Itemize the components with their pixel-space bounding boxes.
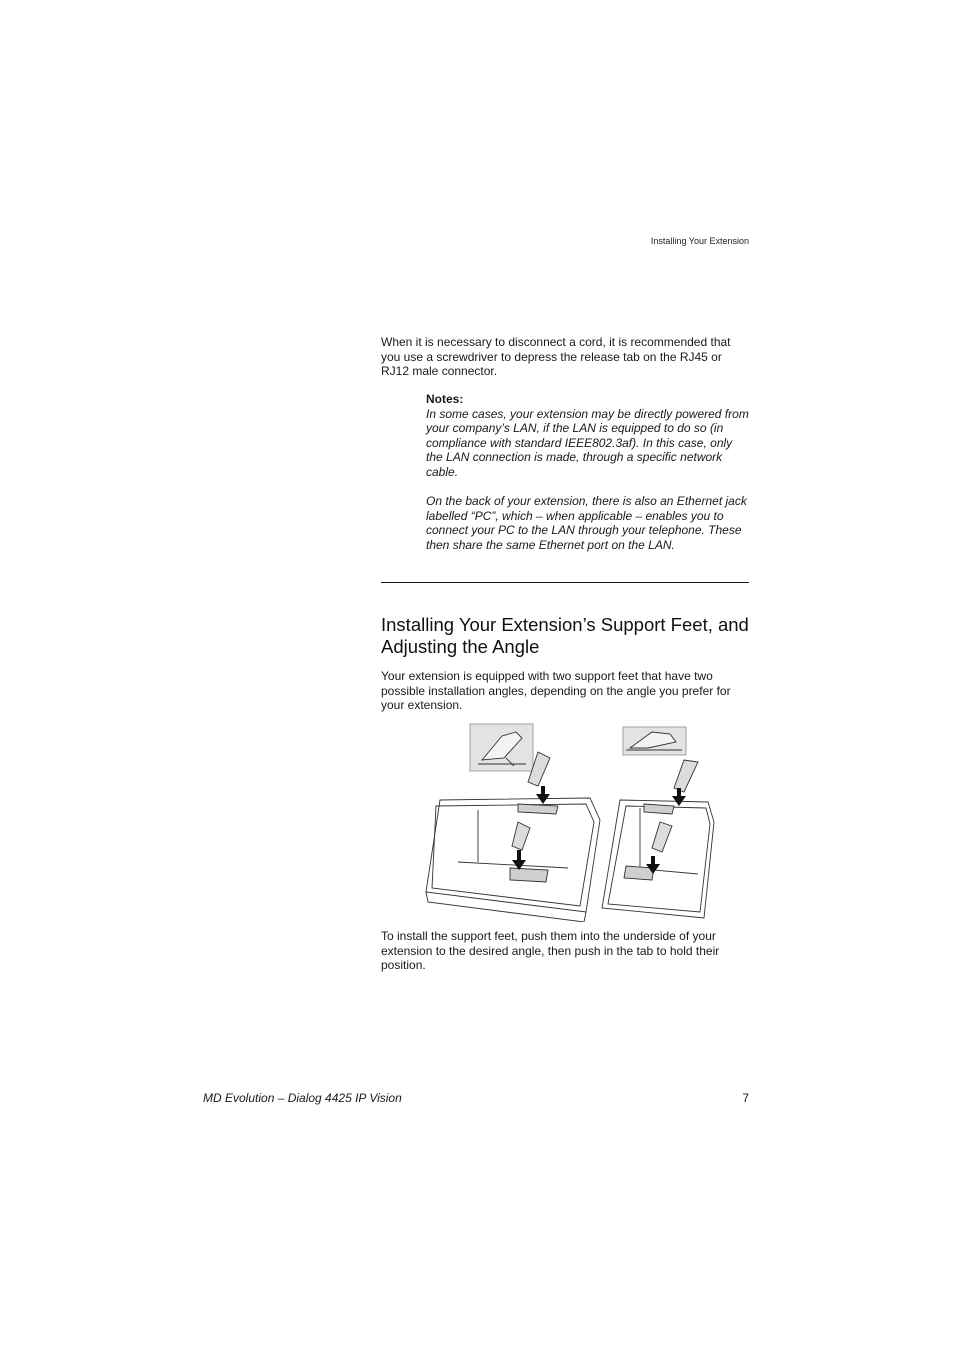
shallow-angle-thumbnail — [623, 727, 686, 755]
note-pc-jack: On the back of your extension, there is also an Ethernet jack labelled “PC”, which – when applicable – enables you to connect your PC to the LAN through your telephone. These then share the same Ethernet port on the LAN. — [426, 494, 747, 552]
steep-angle-thumbnail — [470, 724, 533, 771]
note-poe: In some cases, your extension may be directly powered from your company’s LAN, if the LAN is equipped to do so (in compliance with standard IEEE802.3af). In this case, only the LAN connection is made, through a specific network cable. — [426, 406, 749, 479]
install-instructions-paragraph: To install the support feet, push them into the underside of your extension to the desired angle, then push in the tab to hold their position. — [381, 929, 720, 973]
section-divider — [381, 582, 749, 583]
left-phone-underside — [426, 752, 600, 922]
running-header: Installing Your Extension — [650, 236, 749, 246]
support-feet-illustration — [418, 722, 722, 922]
notes-title: Notes: — [426, 392, 464, 406]
section-intro-paragraph: Your extension is equipped with two support feet that have two possible installation angles, depending on the angle you prefer for your extension. — [381, 669, 731, 713]
intro-paragraph: When it is necessary to disconnect a cord, it is recommended that you use a screwdriver to depress the release tab on the RJ45 or RJ12 male connector. — [381, 335, 731, 379]
notes-block — [426, 392, 752, 553]
footer-page-number: 7 — [742, 1091, 749, 1105]
footer-document-title: MD Evolution – Dialog 4425 IP Vision — [203, 1091, 402, 1105]
section-heading: Installing Your Extension’s Support Feet, and Adjusting the Angle — [381, 614, 749, 657]
right-phone-underside — [602, 760, 714, 918]
